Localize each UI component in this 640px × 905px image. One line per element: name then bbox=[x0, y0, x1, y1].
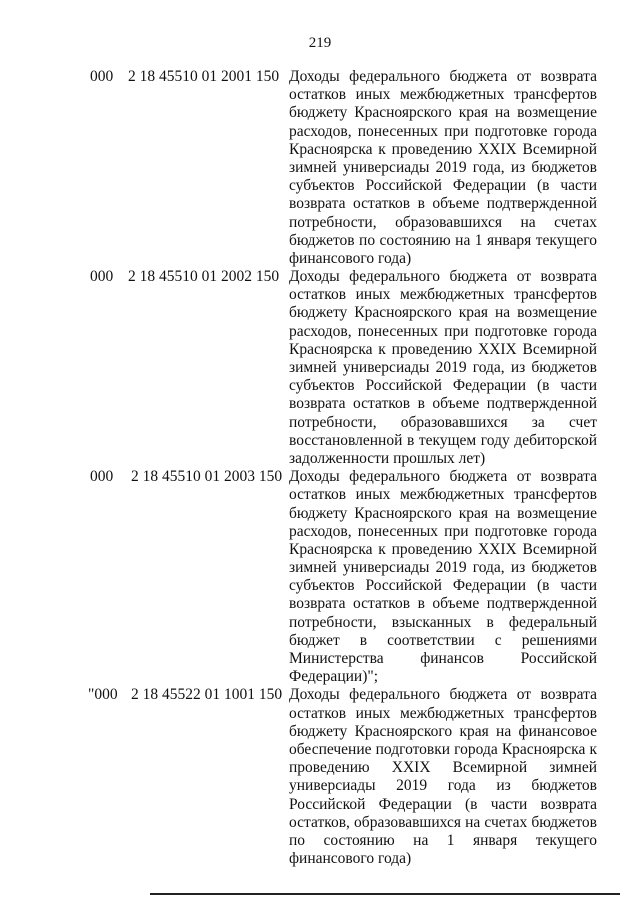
description-line: Красноярска к проведению XXIX Всемирной bbox=[289, 540, 597, 558]
description-line: расходов, понесенных при подготовке города bbox=[289, 322, 597, 340]
description-line: зимней универсиады 2019 года, из бюджетов bbox=[289, 559, 597, 577]
revenue-description bbox=[289, 268, 597, 468]
description-line: бюджетов по состоянию на 1 января текущего bbox=[289, 231, 597, 249]
description-line: расходов, понесенных при подготовке города bbox=[289, 122, 597, 140]
budget-entry bbox=[0, 686, 640, 868]
revenue-classification-code: 2 18 45510 01 2001 150 bbox=[128, 68, 280, 85]
description-line: зимней универсиады 2019 года, из бюджетов bbox=[289, 359, 597, 376]
description-line: бюджет в соответствии с решениями bbox=[289, 631, 597, 649]
description-line: остатков, образовавшихся на счетах бюджетов bbox=[289, 813, 597, 831]
budget-entry bbox=[0, 468, 640, 686]
admin-code: 000 bbox=[90, 68, 114, 85]
revenue-classification-code: 2 18 45510 01 2002 150 bbox=[128, 268, 280, 286]
admin-code: "000 bbox=[88, 686, 118, 704]
description-line: Доходы федерального бюджета от возврата bbox=[289, 468, 597, 486]
description-line: потребности, образовавшихся за счет bbox=[289, 413, 597, 431]
description-line: восстановленной в текущем году дебиторской bbox=[289, 431, 597, 449]
description-line: Министерства финансов Российской bbox=[289, 650, 597, 667]
description-line: Красноярска к проведению XXIX Всемирной bbox=[289, 140, 597, 158]
revenue-classification-code: 2 18 45522 01 1001 150 bbox=[131, 686, 283, 704]
description-line: возврата остатков в объеме подтвержденной bbox=[289, 195, 597, 213]
description-line: по состоянию на 1 января текущего bbox=[289, 831, 597, 849]
description-line: расходов, понесенных при подготовке города bbox=[289, 522, 597, 540]
admin-code: 000 bbox=[90, 468, 114, 486]
budget-entry bbox=[0, 68, 640, 268]
revenue-description bbox=[289, 68, 597, 268]
description-line: финансового года) bbox=[289, 850, 412, 868]
scan-edge-line bbox=[150, 893, 620, 895]
description-line: Доходы федерального бюджета от возврата bbox=[289, 68, 597, 85]
revenue-description bbox=[289, 468, 597, 686]
description-line: бюджету Красноярского края на возмещение bbox=[289, 504, 597, 522]
description-line: финансового года) bbox=[289, 249, 412, 267]
description-line: субъектов Российской Федерации (в части bbox=[289, 377, 597, 395]
description-line: субъектов Российской Федерации (в части bbox=[289, 177, 597, 195]
description-line: Федерации)"; bbox=[289, 668, 378, 686]
description-line: бюджету Красноярского края на финансовое bbox=[289, 722, 597, 740]
description-line: универсиады 2019 года из бюджетов bbox=[289, 777, 597, 795]
budget-entry bbox=[0, 268, 640, 468]
description-line: остатков иных межбюджетных трансфертов bbox=[289, 486, 597, 504]
budget-code-list bbox=[0, 68, 640, 868]
description-line: Российской Федерации (в части возврата bbox=[289, 795, 597, 813]
description-line: остатков иных межбюджетных трансфертов bbox=[289, 286, 597, 304]
description-line: остатков иных межбюджетных трансфертов bbox=[289, 704, 597, 722]
description-line: обеспечение подготовки города Красноярска к bbox=[289, 740, 597, 758]
description-line: бюджету Красноярского края на возмещение bbox=[289, 104, 597, 122]
description-line: Красноярска к проведению XXIX Всемирной bbox=[289, 340, 597, 358]
description-line: зимней универсиады 2019 года, из бюджетов bbox=[289, 158, 597, 176]
description-line: Доходы федерального бюджета от возврата bbox=[289, 686, 597, 704]
description-line: проведению XXIX Всемирной зимней bbox=[289, 759, 597, 777]
description-line: субъектов Российской Федерации (в части bbox=[289, 577, 597, 595]
description-line: возврата остатков в объеме подтвержденной bbox=[289, 395, 597, 413]
revenue-classification-code: 2 18 45510 01 2003 150 bbox=[131, 468, 283, 486]
description-line: потребности, образовавшихся на счетах bbox=[289, 213, 597, 231]
description-line: задолженности прошлых лет) bbox=[289, 449, 486, 467]
page-number: 219 bbox=[308, 35, 332, 51]
description-line: потребности, взысканных в федеральный bbox=[289, 613, 597, 631]
description-line: остатков иных межбюджетных трансфертов bbox=[289, 86, 597, 104]
description-line: возврата остатков в объеме подтвержденной bbox=[289, 595, 597, 613]
description-line: бюджету Красноярского края на возмещение bbox=[289, 304, 597, 322]
revenue-description bbox=[289, 686, 597, 868]
description-line: Доходы федерального бюджета от возврата bbox=[289, 268, 597, 286]
admin-code: 000 bbox=[90, 268, 114, 286]
